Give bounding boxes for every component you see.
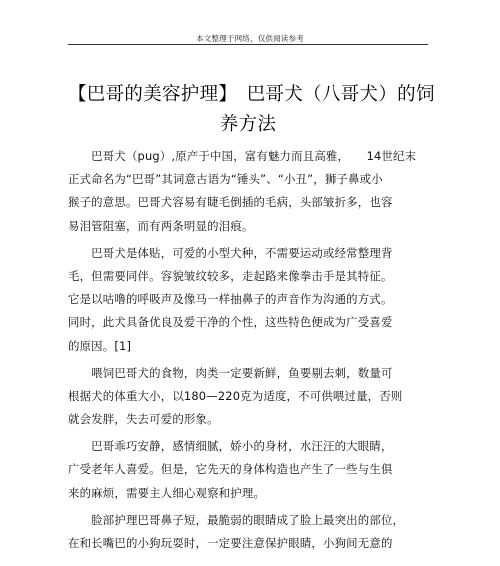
paragraph-line: 巴哥犬（pug）,原产于中国，富有魅力而且高雅， 14世纪末 — [68, 149, 417, 163]
header-note: 本文整理于网络，仅供阅读参考 — [196, 34, 304, 43]
paragraph-line: 同时，此犬具备优良及爱干净的个性，这些特色便成为广受喜爱 — [68, 315, 393, 330]
paragraph-line: 巴哥乖巧安静，感情细腻，娇小的身材，水汪汪的大眼睛， — [68, 439, 393, 454]
paragraph-line: 的原因。[1] — [68, 338, 132, 353]
paragraph-line: 在和长嘴巴的小狗玩耍时，一定要注意保护眼睛，小狗间无意的 — [68, 536, 393, 550]
paragraph-line: 来的麻烦，需要主人细心观察和护理。 — [68, 485, 266, 500]
paragraph-line: 脸部护理巴哥鼻子短，最脆弱的眼睛成了脸上最突出的部位， — [68, 512, 405, 527]
header-divider — [68, 44, 428, 45]
paragraph-line: 根据犬的体重大小，以180—220克为适度，不可供喂过量，否则 — [68, 388, 403, 403]
paragraph-2 — [68, 242, 428, 358]
paragraph-line: 易泪管阻塞，而有两条明显的泪痕。 — [68, 218, 254, 233]
paragraph-line: 正式命名为“巴哥”其词意古语为“锤头”、“小丑”，狮子鼻或小 — [68, 172, 383, 187]
paragraph-5 — [68, 509, 428, 555]
paragraph-1 — [68, 145, 428, 238]
paragraph-line: 喂饲巴哥犬的食物，肉类一定要新鲜，鱼要剔去刺，数量可 — [68, 365, 393, 380]
title-line-2: 养方法 — [219, 114, 277, 135]
paragraph-line: 就会发胖，失去可爱的形象。 — [68, 412, 219, 427]
paragraph-line: 广受老年人喜爱。但是，它先天的身体构造也产生了一些与生俱 — [68, 462, 393, 477]
document-body — [68, 145, 428, 555]
paragraph-line: 毛，但需要同伴。容貌皱纹较多，走起路来像拳击手是其特征。 — [68, 268, 393, 283]
title-line-1: 【巴哥的美容护理】 巴哥犬（八哥犬）的饲 — [68, 84, 435, 105]
document-title — [68, 80, 435, 140]
paragraph-3 — [68, 362, 428, 432]
paragraph-line: 巴哥犬是体贴，可爱的小型犬种，不需要运动或经常整理背 — [68, 245, 393, 260]
paragraph-line: 猴子的意思。巴哥犬容易有睫毛倒插的毛病，头部皱折多，也容 — [68, 195, 393, 210]
paragraph-4 — [68, 435, 428, 505]
paragraph-line: 它是以咕噜的呼吸声及像马一样抽鼻子的声音作为沟通的方式。 — [68, 292, 393, 307]
